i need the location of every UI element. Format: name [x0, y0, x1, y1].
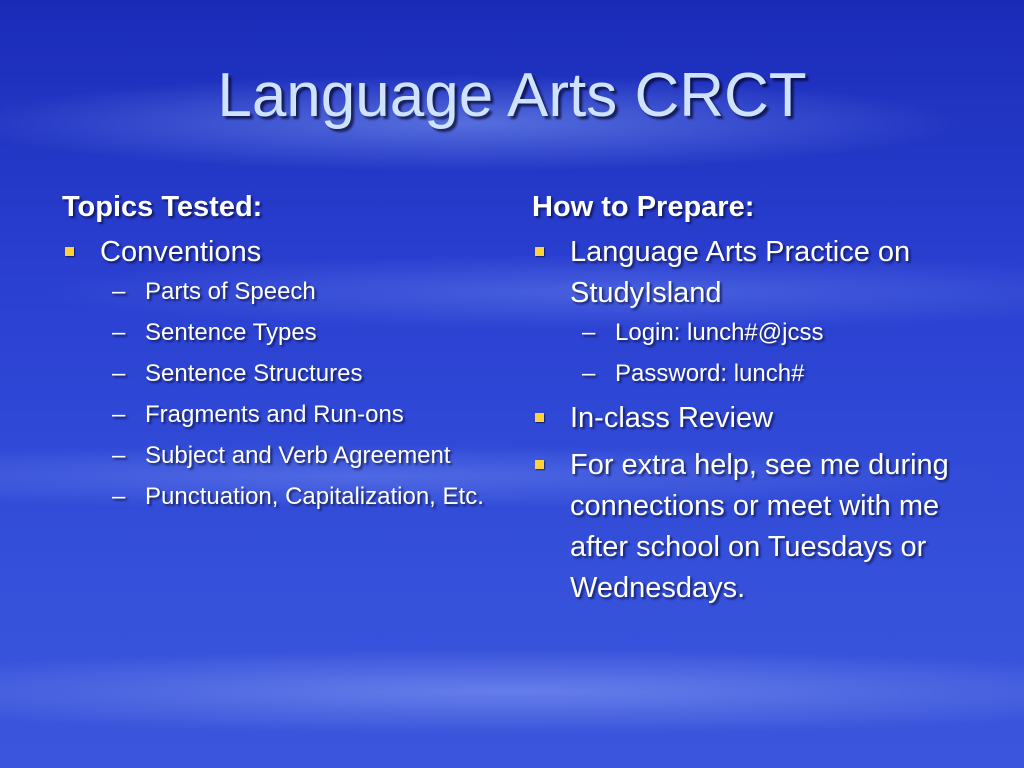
sub-item-text: Punctuation, Capitalization, Etc.	[145, 483, 484, 510]
sub-item-text: Sentence Types	[145, 319, 317, 346]
dash-bullet-icon: –	[112, 360, 126, 387]
dash-bullet-icon: –	[112, 483, 126, 510]
sub-list-item	[62, 316, 502, 350]
sub-item-text: Sentence Structures	[145, 360, 363, 387]
list-item-text: Language Arts Practice on StudyIsland	[570, 236, 911, 309]
sub-item-text: Fragments and Run-ons	[145, 401, 404, 428]
prepare-column	[532, 188, 972, 615]
sub-list-item	[62, 439, 502, 473]
sub-item-text: Password: lunch#	[615, 360, 805, 387]
sub-list	[532, 316, 972, 391]
list-item	[532, 232, 972, 391]
sub-item-text: Login: lunch#@jcss	[615, 319, 824, 346]
sub-list-item	[62, 357, 502, 391]
dash-bullet-icon: –	[582, 319, 596, 346]
square-bullet-icon	[535, 413, 544, 422]
list-item	[532, 398, 972, 439]
sub-list-item	[62, 275, 502, 309]
sub-list-item	[532, 357, 972, 391]
dash-bullet-icon: –	[112, 278, 126, 305]
list-item-text: In-class Review	[570, 402, 774, 434]
sub-list-item	[62, 398, 502, 432]
sub-list-item	[62, 480, 502, 514]
square-bullet-icon	[535, 247, 544, 256]
dash-bullet-icon: –	[112, 442, 126, 469]
list-item-text: For extra help, see me during connections or meet with me after school on Tuesdays or Wednesdays.	[570, 449, 949, 604]
dash-bullet-icon: –	[112, 319, 126, 346]
topics-heading: Topics Tested:	[62, 191, 263, 223]
square-bullet-icon	[535, 460, 544, 469]
sub-list	[62, 275, 502, 514]
prepare-heading: How to Prepare:	[532, 191, 755, 223]
square-bullet-icon	[65, 247, 74, 256]
list-item	[532, 445, 972, 609]
topics-column	[62, 188, 502, 521]
topics-list	[62, 232, 502, 514]
dash-bullet-icon: –	[112, 401, 126, 428]
sub-list-item	[532, 316, 972, 350]
list-item-text: Conventions	[100, 236, 262, 268]
prepare-list	[532, 232, 972, 609]
slide-title: Language Arts CRCT	[217, 61, 807, 130]
sub-item-text: Subject and Verb Agreement	[145, 442, 451, 469]
sub-item-text: Parts of Speech	[145, 278, 316, 305]
dash-bullet-icon: –	[582, 360, 596, 387]
list-item	[62, 232, 502, 514]
